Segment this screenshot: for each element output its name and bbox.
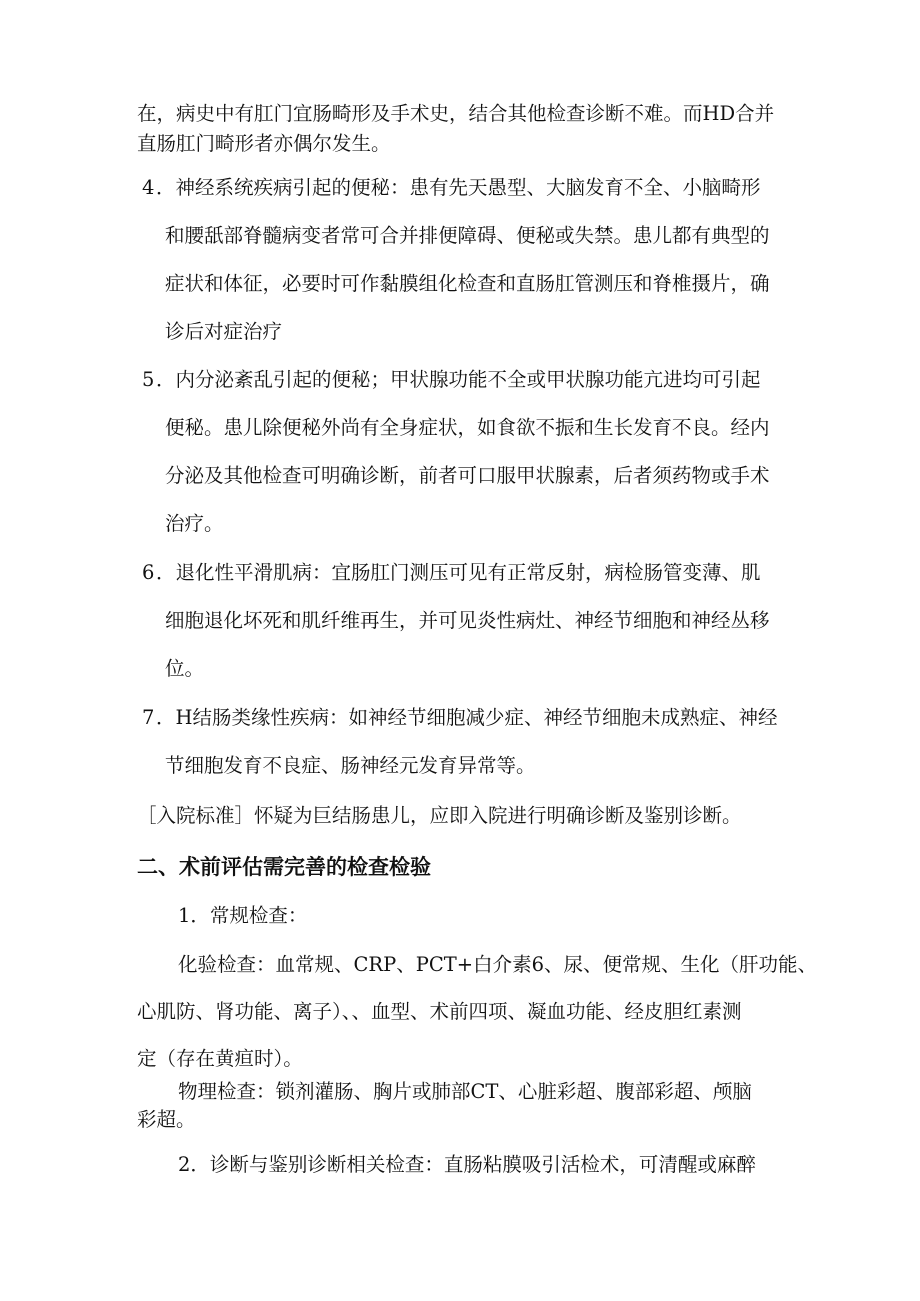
routine-exam-title: 1．常规检查： [178, 904, 308, 927]
item-number: 6 [142, 561, 155, 584]
item-line: 和腰舐部脊髓病变者常可合并排便障碍、便秘或失禁。患儿都有典型的 [165, 224, 770, 247]
physical-exam-line-2: 彩超。 [137, 1108, 196, 1131]
item-line: 分泌及其他检查可明确诊断，前者可口服甲状腺素，后者须药物或手术 [165, 464, 770, 487]
lab-tests-line-1: 化验检查：血常规、CRP、PCT+白介素6、尿、便常规、生化（肝功能、 [178, 953, 818, 976]
item-line: ．神经系统疾病引起的便秘：患有先天愚型、大脑发育不全、小脑畸形 [156, 176, 761, 199]
item-line: ．内分泌紊乱引起的便秘；甲状腺功能不全或甲状腺功能亢进均可引起 [156, 368, 761, 391]
lab-tests-line-2: 心肌防、肾功能、离子）、、血型、术前四项、凝血功能、经皮胆红素测 [137, 1000, 742, 1023]
item-line: 细胞退化坏死和肌纤维再生，并可见炎性病灶、神经节细胞和神经丛移 [165, 609, 770, 632]
item-line: ．H结肠类缘性疾病：如神经节细胞减少症、神经节细胞未成熟症、神经 [156, 706, 778, 729]
item-line: 症状和体征，必要时可作黏膜组化检查和直肠肛管测压和脊椎摄片，确 [165, 272, 770, 295]
admission-criteria: ［入院标准］怀疑为巨结肠患儿，应即入院进行明确诊断及鉴别诊断。 [137, 804, 742, 827]
item-line: 便秘。患儿除便秘外尚有全身症状，如食欲不振和生长发育不良。经内 [165, 416, 770, 439]
section-heading: 二、术前评估需完善的检查检验 [137, 855, 431, 879]
item-number: 4 [142, 176, 155, 199]
item-line: 治疗。 [165, 512, 224, 535]
item-line: ．退化性平滑肌病：宜肠肛门测压可见有正常反射，病检肠管变薄、肌 [156, 561, 761, 584]
item-number: 5 [142, 368, 155, 391]
diagnostic-exam-line: 2．诊断与鉴别诊断相关检查：直肠粘膜吸引活检术，可清醒或麻醉 [178, 1153, 756, 1176]
item-line: 诊后对症治疗 [165, 320, 283, 343]
intro-line-1: 在，病史中有肛门宜肠畸形及手术史，结合其他检查诊断不难。而HD合并 [137, 102, 775, 125]
lab-tests-line-3: 定（存在黄疸时）。 [137, 1047, 303, 1070]
item-line: 节细胞发育不良症、肠神经元发育异常等。 [165, 754, 536, 777]
item-number: 7 [142, 706, 155, 729]
intro-line-2: 直肠肛门畸形者亦偶尔发生。 [137, 132, 391, 155]
item-line: 位。 [165, 657, 205, 680]
physical-exam-line-1: 物理检查：锁剂灌肠、胸片或肺部CT、心脏彩超、腹部彩超、颅脑 [178, 1080, 752, 1103]
